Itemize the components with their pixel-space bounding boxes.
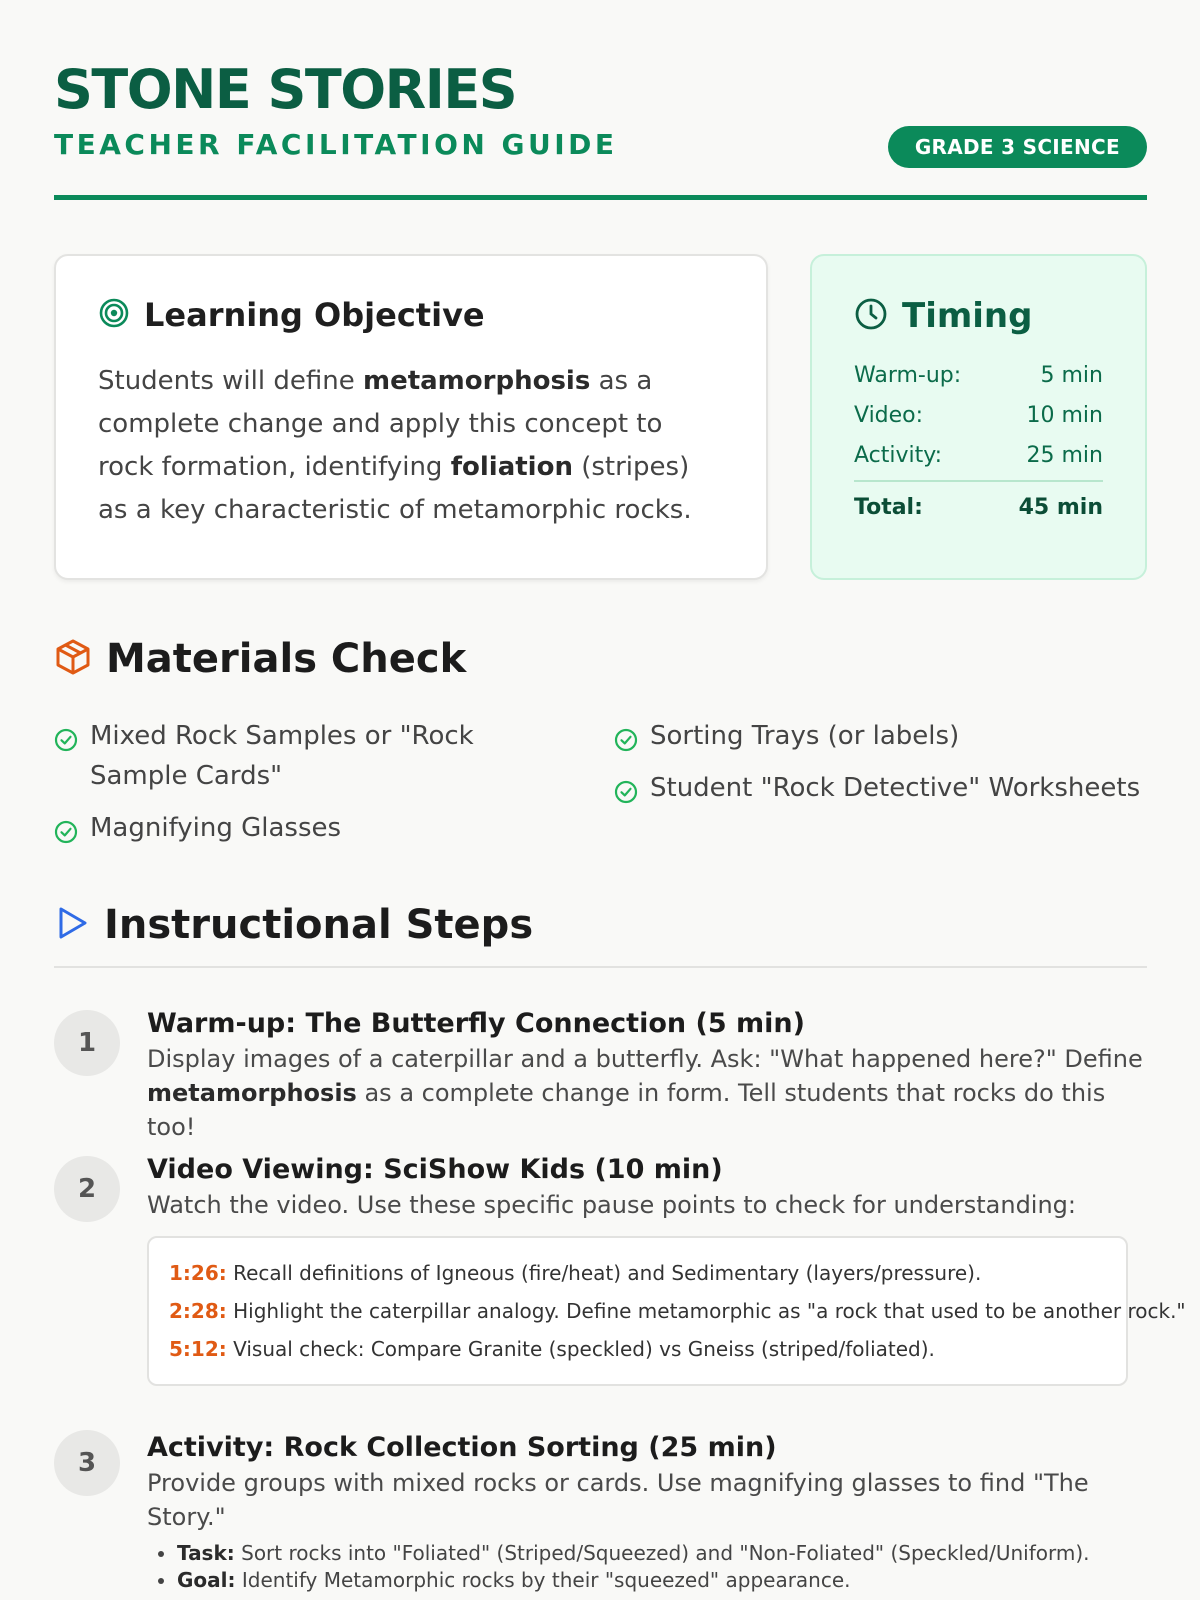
- steps-heading: Instructional Steps: [104, 902, 534, 948]
- objective-text: Students will define metamorphosis as a complete change and apply this concept to rock formation, identifying foliation (stripes) as a key characteristic of metamorphic rocks.: [98, 366, 692, 525]
- page-header: [54, 0, 1147, 200]
- page-title: STONE STORIES: [54, 58, 517, 121]
- play-icon: [54, 905, 90, 945]
- target-icon: [98, 297, 130, 333]
- timing-card: [810, 254, 1147, 580]
- timing-row-activity: Activity: 25 min: [854, 443, 1103, 468]
- step-title: Activity: Rock Collection Sorting (25 min): [147, 1432, 777, 1463]
- step-description: Display images of a caterpillar and a butterfly. Ask: "What happened here?" Define metamorphosis as a complete change in form. Tell students that rocks do this too!: [147, 1045, 1143, 1141]
- pause-point: 2:28: Highlight the caterpillar analogy. Define metamorphic as "a rock that used to be another rock.": [169, 1299, 1186, 1323]
- pause-points-box: [147, 1236, 1186, 1386]
- guide-page: [54, 0, 1186, 1592]
- box-icon: [54, 638, 92, 680]
- section-divider: [54, 966, 1147, 968]
- timing-row-warmup: Warm-up: 5 min: [854, 363, 1103, 388]
- grade-badge: GRADE 3 SCIENCE: [888, 126, 1147, 168]
- material-item: Sorting Trays (or labels): [614, 716, 1147, 764]
- activity-bullets: [147, 1540, 1147, 1594]
- material-item: Mixed Rock Samples or "Rock Sample Cards": [54, 716, 574, 796]
- step-description: Provide groups with mixed rocks or cards. Use magnifying glasses to find "The Story.": [147, 1469, 1089, 1531]
- timing-heading: Timing: [902, 296, 1033, 336]
- check-circle-icon: [54, 724, 78, 764]
- pause-point: 5:12: Visual check: Compare Granite (speckled) vs Gneiss (striped/foliated).: [169, 1337, 935, 1361]
- material-item: Student "Rock Detective" Worksheets: [614, 768, 1147, 816]
- bullet-goal: • Goal: Identify Metamorphic rocks by their "squeezed" appearance.: [177, 1567, 1147, 1594]
- step-number: 3: [54, 1430, 120, 1496]
- check-circle-icon: [54, 816, 78, 856]
- timing-row-video: Video: 10 min: [854, 403, 1103, 428]
- step-number: 1: [54, 1010, 120, 1076]
- objective-heading: Learning Objective: [144, 296, 485, 334]
- timing-divider: [854, 480, 1103, 482]
- step-description: Watch the video. Use these specific pause points to check for understanding:: [147, 1191, 1077, 1219]
- step-title: Warm-up: The Butterfly Connection (5 min): [147, 1008, 805, 1039]
- materials-heading-row: [54, 636, 466, 682]
- material-item: Magnifying Glasses: [54, 808, 574, 856]
- step-number: 2: [54, 1156, 120, 1222]
- bullet-task: • Task: Sort rocks into "Foliated" (Striped/Squeezed) and "Non-Foliated" (Speckled/Uniform).: [177, 1540, 1147, 1567]
- check-circle-icon: [614, 724, 638, 764]
- check-circle-icon: [614, 776, 638, 816]
- steps-heading-row: [54, 902, 533, 948]
- learning-objective-card: [54, 254, 768, 580]
- pause-point: 1:26: Recall definitions of Igneous (fire/heat) and Sedimentary (layers/pressure).: [169, 1261, 982, 1285]
- clock-icon: [854, 297, 888, 335]
- page-subtitle: TEACHER FACILITATION GUIDE: [54, 128, 618, 161]
- timing-row-total: Total: 45 min: [854, 495, 1103, 520]
- materials-heading: Materials Check: [106, 636, 467, 682]
- step-title: Video Viewing: SciShow Kids (10 min): [147, 1154, 723, 1185]
